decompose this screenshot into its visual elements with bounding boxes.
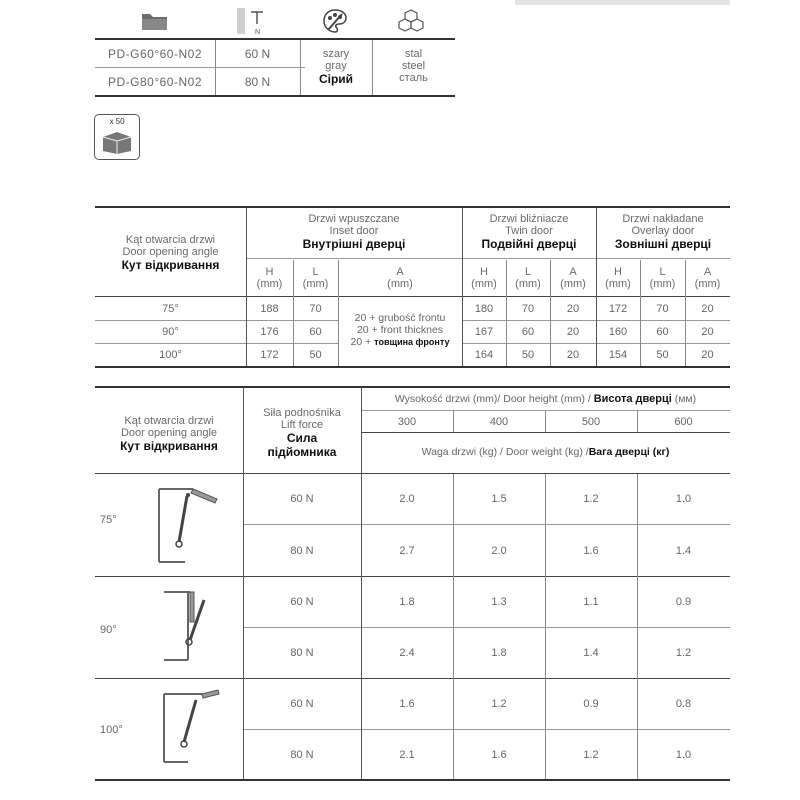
t1-sub-H — [246, 266, 293, 290]
t1-overlay-a: 20 — [701, 349, 714, 361]
t1-sub-border — [246, 258, 730, 259]
package-quantity: x 50 — [109, 117, 125, 126]
t2-height-500: 500 — [581, 415, 601, 428]
t1-inset-a-pl: 20 + grubość frontu — [354, 312, 446, 324]
sub-unit: (mm) — [387, 278, 413, 290]
svg-text:N: N — [255, 29, 261, 36]
sub-unit: (mm) — [560, 278, 586, 290]
t2-weight-cell: 1.6 — [491, 748, 507, 761]
t2-force-cell: 60 N — [290, 493, 314, 505]
t2-height-300: 300 — [397, 415, 417, 428]
t1-sub-A — [685, 266, 730, 290]
product-force-2: 80 N — [244, 74, 271, 89]
sub-letter: A — [569, 266, 577, 278]
t2-angle-header — [95, 415, 243, 453]
t1-twin-h: 167 — [474, 326, 494, 338]
t2-force-cell: 80 N — [290, 748, 314, 761]
t2-height-header — [361, 393, 730, 405]
sub-letter: L — [659, 266, 666, 278]
t2-weight-cell: 1.2 — [583, 493, 599, 505]
material-en: steel — [401, 60, 426, 72]
t1-sub-L — [506, 266, 550, 290]
t1-inset-l: 60 — [309, 326, 322, 338]
t2-weight-cell: 1.1 — [583, 596, 599, 608]
sub-unit: (mm) — [515, 278, 541, 290]
t1-angle-100: 100° — [159, 349, 182, 361]
t2-weight-cell: 1.0 — [675, 748, 692, 761]
t2-force-cell: 80 N — [290, 647, 314, 659]
t1-group-inset — [246, 213, 462, 251]
t1-inset-h: 176 — [260, 326, 279, 338]
color-cell — [300, 48, 372, 86]
t1-bottom-border — [95, 366, 730, 368]
t2-angle-100: 100° — [100, 724, 123, 736]
t2-weight-ua: Вага дверці (кг) — [588, 446, 670, 458]
t1-angle-ua: Кут відкривання — [121, 258, 220, 272]
t1-twin-a: 20 — [566, 303, 580, 315]
t2-weight-text: Waga drzwi (kg) / Door weight (kg) / — [421, 446, 589, 458]
sub-letter: H — [480, 266, 488, 278]
t1-twin-l: 60 — [521, 326, 535, 338]
t1-twin-ua: Подвійні дверці — [481, 237, 577, 251]
t2-height-text: Wysokość drzwi (mm)/ Door height (mm) / — [394, 393, 591, 405]
t1-inset-ua: Внутрішні дверці — [302, 237, 406, 251]
t1-inset-a-en: 20 + front thicknes — [356, 324, 444, 336]
t1-sub-H — [462, 266, 506, 290]
t1-overlay-l: 70 — [656, 303, 669, 315]
t1-top-border — [95, 206, 730, 208]
t2-force-cell: 60 N — [290, 698, 314, 710]
product-force-1: 60 N — [244, 46, 271, 61]
t1-inset-a-ua-text: товщина фронту — [374, 337, 450, 347]
t2-bottom-border — [95, 779, 730, 781]
sub-unit: (mm) — [694, 278, 721, 290]
t1-header-bottom — [95, 296, 730, 297]
material-cell — [372, 48, 455, 84]
color-pl: szary — [322, 48, 350, 60]
t2-weight-cell: 1.4 — [583, 647, 599, 659]
t1-sub-A — [338, 266, 462, 290]
t1-inset-h: 172 — [260, 349, 279, 361]
t1-inset-a-cell — [338, 312, 462, 348]
color-en: gray — [325, 60, 347, 72]
t2-top-border — [95, 386, 730, 388]
color-ua: Сірий — [318, 72, 354, 86]
product-code-2: PD-G80°60-N02 — [107, 74, 202, 89]
sub-letter: A — [703, 266, 712, 278]
t1-twin-pl: Drzwi bliźniacze — [489, 213, 569, 225]
t2-weight-cell: 1.0 — [675, 493, 692, 505]
t1-sub-L — [640, 266, 685, 290]
sub-letter: L — [524, 266, 532, 278]
hinge-75-illustration — [155, 484, 225, 569]
t1-overlay-pl: Drzwi nakładane — [622, 213, 704, 225]
t1-overlay-h: 160 — [608, 326, 628, 338]
sub-unit: (mm) — [605, 278, 631, 290]
t1-sub-L — [293, 266, 338, 290]
t1-angle-pl: Kąt otwarcia drzwi — [125, 234, 216, 246]
t2-weight-cell: 2.7 — [399, 544, 415, 557]
product-code-1: PD-G60°60-N02 — [107, 46, 202, 61]
t1-inset-a-ua-prefix: 20 + — [350, 336, 372, 348]
sub-letter: H — [265, 266, 274, 278]
material-ua: сталь — [399, 72, 428, 84]
t2-weight-cell: 2.0 — [399, 493, 415, 505]
t2-force-cell: 80 N — [290, 544, 314, 557]
top-gray-bar — [515, 0, 730, 5]
t1-sub-A — [550, 266, 596, 290]
t2-line — [361, 432, 730, 433]
t2-angle-ua: Кут відкривання — [120, 439, 218, 453]
box-icon — [101, 129, 133, 155]
t2-force-pl: Siła podnośnika — [263, 407, 341, 419]
t2-height-ua: Висота дверці — [593, 393, 672, 405]
t1-inset-a-ua — [338, 336, 462, 348]
t1-inset-pl: Drzwi wpuszczane — [308, 213, 400, 225]
material-cubes-icon — [398, 8, 424, 34]
t1-overlay-l: 60 — [656, 326, 669, 338]
t2-angle-pl: Kąt otwarcia drzwi — [124, 415, 214, 427]
material-pl: stal — [404, 48, 423, 60]
t2-weight-cell: 1.3 — [491, 596, 507, 608]
t1-inset-l: 50 — [309, 349, 322, 361]
sub-unit: (mm) — [256, 278, 283, 290]
t1-twin-en: Twin door — [505, 225, 553, 237]
sub-unit: (mm) — [302, 278, 329, 290]
t2-weight-cell: 2.0 — [491, 544, 507, 557]
t1-angle-90: 90° — [162, 326, 179, 338]
t2-weight-cell: 1.5 — [491, 493, 507, 505]
t2-weight-cell: 1.2 — [583, 748, 599, 761]
t2-weight-cell: 1.6 — [399, 698, 415, 710]
t1-overlay-l: 50 — [656, 349, 669, 361]
t2-weight-cell: 1.2 — [675, 647, 692, 659]
t2-weight-cell: 1.8 — [491, 647, 507, 659]
t1-sub-H — [596, 266, 640, 290]
lift-force-icon — [235, 6, 275, 36]
t2-angle-90: 90° — [100, 624, 117, 636]
t2-force-en: Lift force — [280, 419, 324, 431]
t1-group-overlay — [596, 213, 730, 251]
t1-twin-l: 70 — [521, 303, 535, 315]
hinge-100-illustration — [158, 688, 222, 768]
t2-force-header — [243, 407, 361, 459]
t1-angle-header — [95, 234, 246, 272]
t1-overlay-a: 20 — [701, 303, 714, 315]
t1-twin-h: 164 — [474, 349, 494, 361]
sub-letter: L — [312, 266, 319, 278]
sub-unit: (mm) — [471, 278, 497, 290]
t1-overlay-h: 154 — [608, 349, 628, 361]
t1-twin-l: 50 — [521, 349, 535, 361]
t2-weight-cell: 2.4 — [399, 647, 415, 659]
t2-weight-cell: 1.6 — [583, 544, 599, 557]
t2-force-cell: 60 N — [290, 596, 314, 608]
t1-angle-en: Door opening angle — [122, 246, 219, 258]
t1-inset-en: Inset door — [329, 225, 379, 237]
t1-angle-75: 75° — [162, 303, 179, 315]
t1-overlay-ua: Зовнішні дверці — [614, 237, 712, 251]
t2-weight-cell: 0.9 — [675, 596, 692, 608]
t1-inset-l: 70 — [309, 303, 322, 315]
t1-overlay-en: Overlay door — [631, 225, 695, 237]
product-table-bottom-border — [95, 95, 455, 97]
t2-height-400: 400 — [489, 415, 509, 428]
t2-weight-cell: 0.9 — [583, 698, 599, 710]
hinge-90-illustration — [160, 588, 220, 668]
color-palette-icon — [322, 8, 348, 34]
t1-twin-h: 180 — [474, 303, 494, 315]
t2-weight-cell: 1.4 — [675, 544, 692, 557]
t1-twin-a: 20 — [566, 326, 580, 338]
sub-letter: A — [396, 266, 404, 278]
t1-inset-h: 188 — [260, 303, 279, 315]
t1-overlay-h: 172 — [608, 303, 628, 315]
t2-weight-cell: 0.8 — [675, 698, 692, 710]
t2-force-ua: Сила підйомника — [267, 431, 337, 459]
t2-weight-cell: 2.1 — [399, 748, 415, 761]
sub-letter: H — [614, 266, 622, 278]
t2-height-600: 600 — [674, 415, 693, 428]
package-badge — [94, 114, 140, 160]
folder-icon — [140, 10, 170, 32]
t1-twin-a: 20 — [566, 349, 580, 361]
t2-weight-cell: 1.2 — [491, 698, 507, 710]
t2-angle-75: 75° — [100, 514, 117, 526]
t2-weight-cell: 1.8 — [399, 596, 415, 608]
t1-overlay-a: 20 — [701, 326, 714, 338]
t2-weight-header — [361, 446, 730, 458]
t2-angle-en: Door opening angle — [120, 427, 218, 439]
t1-group-twin — [462, 213, 596, 251]
sub-unit: (mm) — [649, 278, 676, 290]
t2-height-unit: (мм) — [674, 393, 697, 405]
